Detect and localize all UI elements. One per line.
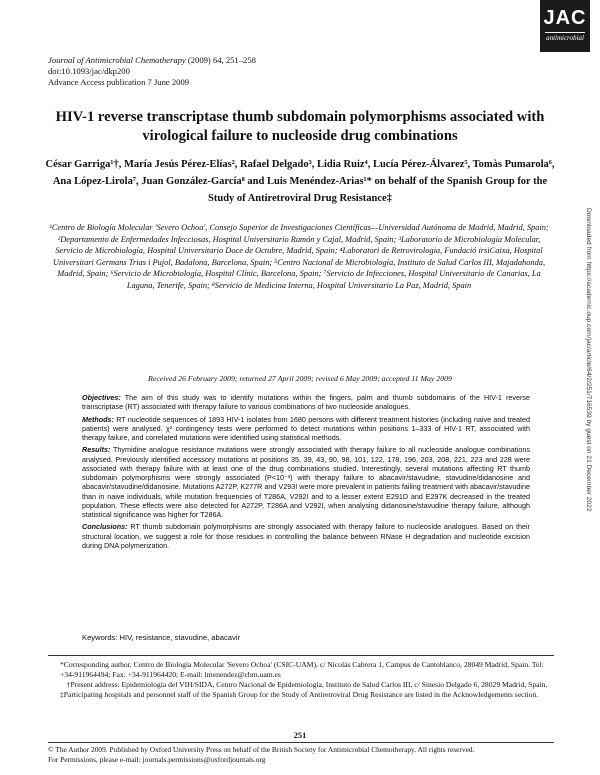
keywords: Keywords: HIV, resistance, stavudine, abacavir bbox=[82, 633, 240, 642]
objectives-heading: Objectives: bbox=[82, 393, 121, 402]
footnote-present-address: †Present address: Epidemiología del VIH/SIDA, Centro Nacional de Epidemiología, Instituto de Salud Carlos III, c/ Sinesio Delgado 6, 28029 Madrid, Spain. bbox=[66, 680, 548, 689]
doi-link[interactable]: doi:10.1093/jac/dkp200 bbox=[48, 66, 130, 76]
methods-heading: Methods: bbox=[82, 414, 114, 424]
footnote-corresponding: *Corresponding author. Centro de Biología Molecular 'Severo Ochoa' (CSIC-UAM), c/ Nicolás Cabrera 1, Campus de Cantoblanco, 28049 Madrid, Spain. Tel: +34-911964494; Fax: +34-911964420; E-mail: lmenendez@cbm.uam.es bbox=[60, 660, 544, 679]
permissions-text: For Permissions, please e-mail: journals.permissions@oxfordjournals.org bbox=[48, 755, 266, 764]
citation-line bbox=[48, 55, 256, 66]
article-meta bbox=[48, 55, 256, 88]
abstract bbox=[82, 393, 530, 553]
access-date: Advance Access publication 7 June 2009 bbox=[48, 77, 190, 87]
download-watermark bbox=[585, 208, 600, 678]
article-title: HIV-1 reverse transcriptase thumb subdomain polymorphisms associated with virological failure to nucleoside drug combinations bbox=[55, 109, 545, 144]
journal-logo bbox=[540, 0, 590, 52]
footnote-divider bbox=[48, 655, 554, 656]
methods-text: RT nucleotide sequences of 1893 HIV-1 isolates from 1680 persons with different treatment histories (including naive and treated patients) were analysed. χ² contingency tests were performed to detect mutations within positions 1–333 of HIV-1 RT, associated with therapy failure, and correlated mutations were identified using statistical methods. bbox=[82, 414, 530, 442]
copyright-divider bbox=[48, 742, 554, 743]
citation-info: (2009) 64, 251–258 bbox=[185, 55, 256, 65]
journal-name: Journal of Antimicrobial Chemotherapy bbox=[48, 55, 186, 65]
footnotes bbox=[60, 660, 554, 700]
results-heading: Results: bbox=[82, 445, 111, 455]
conclusions-heading: Conclusions: bbox=[82, 522, 128, 532]
copyright-text: © The Author 2009. Published by Oxford University Press on behalf of the British Society for Antimicrobial Chemotherapy. All rights reserved. bbox=[48, 745, 475, 754]
page-number: 251 bbox=[293, 731, 307, 740]
abstract-objectives bbox=[82, 393, 530, 412]
logo-subtext: antimicrobial bbox=[546, 34, 584, 42]
copyright-block bbox=[48, 745, 568, 765]
abstract-results bbox=[82, 445, 530, 519]
author-list: César Garriga¹†, María Jesús Pérez-Elías², Rafael Delgado³, Lidia Ruiz⁴, Lucía Pérez-Álvarez⁵, Tomàs Pumarola⁶, Ana López-Lirola⁷, Juan González-García⁸ and Luis Menéndez-Arias¹* on behalf of the Spanish Group for the Study of Antiretroviral Drug Resistance‡ bbox=[45, 159, 555, 204]
abstract-methods bbox=[82, 415, 530, 443]
logo-text: JAC bbox=[543, 7, 587, 29]
footnote-participating: ‡Participating hospitals and personnel staff of the Spanish Group for the Study of Antiretroviral Drug Resistance are listed in the Acknowledgements section. bbox=[60, 690, 539, 699]
download-note: Downloaded from https://academic.oup.com/jac/article/64/2/251/716539 by guest on 21 December 2022 bbox=[585, 208, 592, 512]
received-dates: Received 26 February 2009; returned 27 April 2009; revised 6 May 2009; accepted 11 May 2009 bbox=[148, 374, 452, 383]
abstract-conclusions bbox=[82, 522, 530, 550]
objectives-text: The aim of this study was to identify mutations within the fingers, palm and thumb subdomains of the HIV-1 reverse transcriptase (RT) associated with therapy failure to various combinations of two nucleoside analogues. bbox=[82, 393, 530, 412]
conclusions-text: RT thumb subdomain polymorphisms are strongly associated with therapy failure to nucleoside analogues. Based on their structural location, we suggest a role for those residues in controlling the balance between RNase H degradation and nucleotide excision during DNA polymerization. bbox=[82, 522, 530, 550]
results-text: Thymidine analogue resistance mutations were strongly associated with therapy failure to all nucleoside analogue combinations analysed. Previously identified accessory mutations at positions 35, 39, 43, 90, 98, 101, 122, 178, 196, 203, 208, 221, 223 and 228 were associated with therapy failure with at least one of the drug combinations studied. Interestingly, several mutations affecting RT thumb subdomain polymorphisms were strongly associated (P<10⁻³) with therapy failure to abacavir/stavudine, stavudine/didanosine and abacavir/stavudine/didanosine. Mutations A272P, K277R and V293I were more prevalent in patients failing treatment with abacavir/stavudine than in naive individuals, while mutation frequencies of T286A, V292I and to a lesser extent E291D and E297K decreased in the treated population. These effects were also detected for A272P, T286A and V292I, when analysing didanosine/stavudine therapy failure, although statistical significance was higher for T286A. bbox=[82, 445, 530, 519]
affiliations: ¹Centro de Biología Molecular 'Severo Ochoa', Consejo Superior de Investigaciones Científicas—Universidad Autónoma de Madrid, Madrid, Spain; ²Departamento de Enfermedades Infecciosas, Hospital Universitario Ramón y Cajal, Madrid, Spain; ³Laboratorio de Microbiología Molecular, Servicio de Microbiología, Hospital Universitario Doce de Octubre, Madrid, Spain; ⁴Laboratori de Retrovirologia, Fundació irsiCaixa, Hospital Universitari Germans Trias i Pujol, Badalona, Barcelona, Spain; ⁵Centro Nacional de Microbiología, Instituto de Salud Carlos III, Majadahonda, Madrid, Spain; ⁶Servicio de Microbiología, Hospital Clínic, Barcelona, Spain; ⁷Servicio de Infecciones, Hospital Universitario de Canarias, La Laguna, Tenerife, Spain; ⁸Servicio de Medicina Interna, Hospital Universitario La Paz, Madrid, Spain bbox=[49, 223, 549, 290]
